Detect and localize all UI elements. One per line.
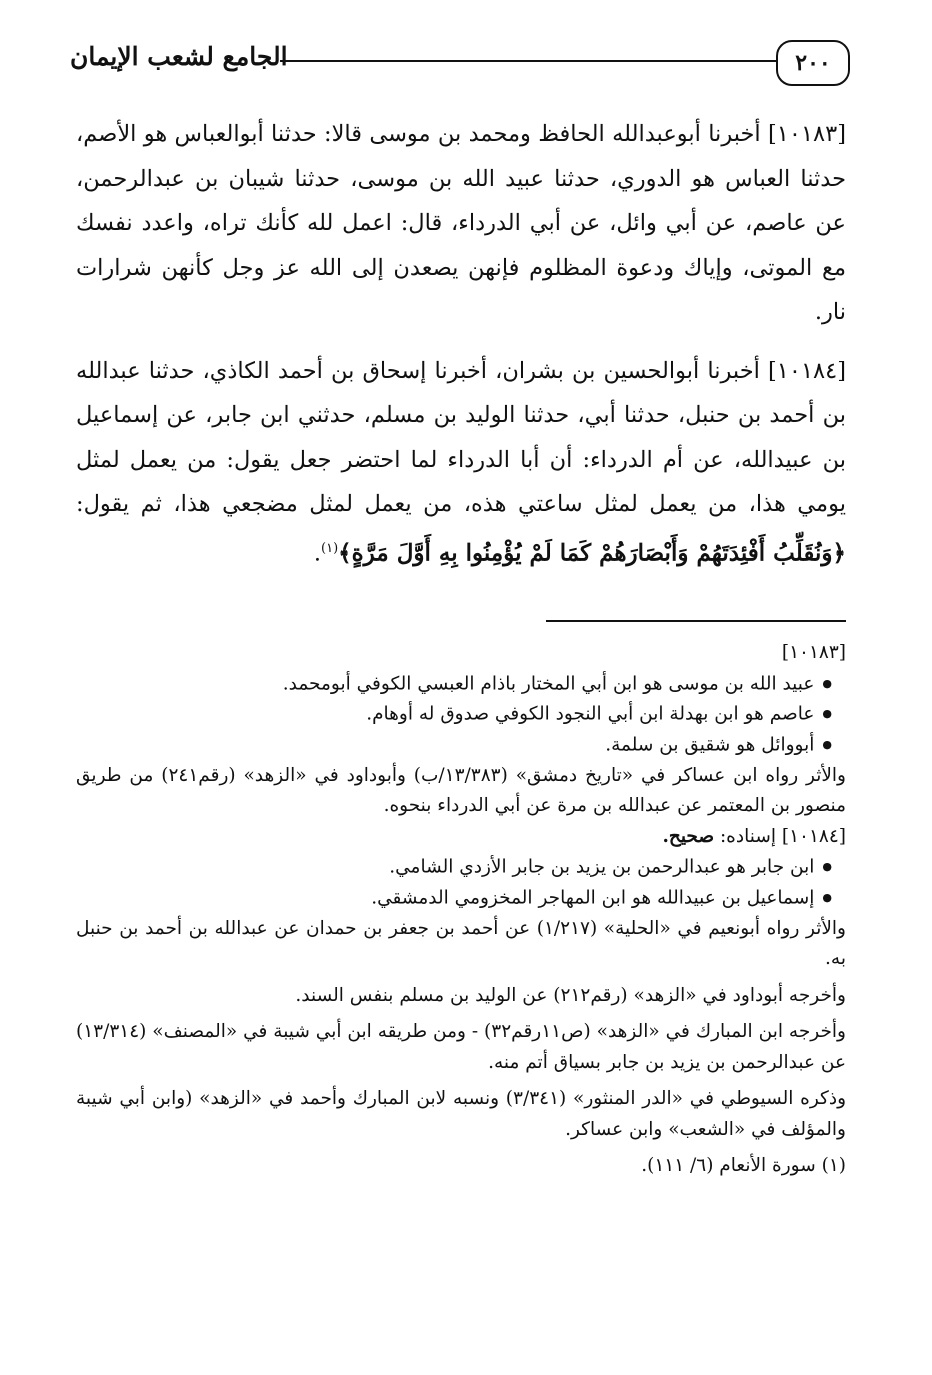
- page-number: ٢٠٠: [776, 40, 850, 86]
- note-paragraph: والأثر رواه ابن عساكر في «تاريخ دمشق» (١٣/٣٨٣/ب) وأبوداود في «الزهد» (رقم٢٤١) من طريق منصور بن المعتمر عن عبدالله بن مرة عن أبي الدرداء بنحوه.: [76, 764, 846, 817]
- note-label-10184: [١٠١٨٤]: [781, 825, 846, 847]
- note-bullet: ● ابن جابر هو عبدالرحمن بن يزيد بن جابر الأزدي الشامي.: [76, 852, 846, 883]
- header-rule: [280, 60, 778, 62]
- sentence-end: .: [313, 540, 322, 566]
- hadith-number: [١٠١٨٤]: [768, 357, 847, 384]
- note-paragraph: وأخرجه ابن المبارك في «الزهد» (ص١١رقم٣٢) - ومن طريقه ابن أبي شيبة في «المصنف» (١٣/٣١٤) عن عبدالرحمن بن يزيد بن جابر بسياق أتم منه.: [76, 1021, 846, 1073]
- note-label-10183: [١٠١٨٣]: [781, 642, 846, 663]
- note-paragraph: وأخرجه أبوداود في «الزهد» (رقم٢١٢) عن الوليد بن مسلم بنفس السند.: [295, 984, 846, 1006]
- footnote-ref: (١): [321, 540, 339, 556]
- note-bullet: ● عبيد الله بن موسى هو ابن أبي المختار باذام العبسي الكوفي أبومحمد.: [76, 669, 846, 700]
- hadith-10184: [76, 349, 846, 576]
- isnad-grade: صحيح.: [662, 825, 715, 847]
- quran-verse: ﴿وَنُقَلِّبُ أَفْئِدَتَهُمْ وَأَبْصَارَهُمْ كَمَا لَمْ يُؤْمِنُوا بِهِ أَوَّلَ مَرَّةٍ﴾: [338, 539, 846, 566]
- main-text: [76, 112, 846, 590]
- note-paragraph: وذكره السيوطي في «الدر المنثور» (٣/٣٤١) ونسبه لابن المبارك وأحمد في «الزهد» (وابن أبي شيبة والمؤلف في «الشعب» وابن عساكر.: [76, 1088, 847, 1140]
- note-bullet: ● عاصم هو ابن بهدلة ابن أبي النجود الكوفي صدوق له أوهام.: [76, 699, 846, 730]
- hadith-text: أخبرنا أبوعبدالله الحافظ ومحمد بن موسى قالا: حدثنا أبوالعباس هو الأصم، حدثنا العباس هو الدوري، حدثنا عبيد الله بن موسى، حدثنا شيبان بن عبدالرحمن، عن عاصم، عن أبي وائل، عن أبي الدرداء، قال: اعمل لله كأنك تراه، واعدد نفسك مع الموتى، وإياك ودعوة المظلوم فإنهن يصعدن إلى الله عز وجل كأنهن شرارات نار.: [76, 121, 846, 325]
- footnote-text: سورة الأنعام (٦/ ١١١).: [641, 1155, 816, 1177]
- hadith-text: أخبرنا أبوالحسين بن بشران، أخبرنا إسحاق بن أحمد الكاذي، حدثنا عبدالله بن أحمد بن حنبل، حدثنا أبي، حدثنا الوليد بن مسلم، حدثني ابن جابر، عن إسماعيل بن عبيدالله، عن أم الدرداء: أن أبا الدرداء لما احتضر جعل يقول: من يعمل لمثل يومي هذا، من يعمل لمثل ساعتي هذه، من يعمل لمثل مضجعي هذا، ثم يقول:: [76, 357, 846, 517]
- footnotes: [76, 638, 846, 1182]
- hadith-number: [١٠١٨٣]: [768, 121, 846, 147]
- note-heading-10184: [76, 822, 846, 853]
- footnote-1: [76, 1151, 846, 1182]
- book-title: الجامع لشعب الإيمان: [70, 42, 288, 71]
- isnad-label: إسناده:: [719, 825, 776, 847]
- footnote-divider: [546, 620, 846, 622]
- hadith-10183: [76, 112, 846, 335]
- page-header: [70, 40, 850, 86]
- note-bullet: ● إسماعيل بن عبيدالله هو ابن المهاجر المخزومي الدمشقي.: [76, 883, 846, 914]
- footnote-marker: (١): [821, 1155, 846, 1177]
- note-bullet: ● أبووائل هو شقيق بن سلمة.: [76, 730, 846, 761]
- note-paragraph: والأثر رواه أبونعيم في «الحلية» (١/٢١٧) عن أحمد بن جعفر بن حمدان عن عبدالله بن أحمد بن حنبل به.: [76, 917, 846, 970]
